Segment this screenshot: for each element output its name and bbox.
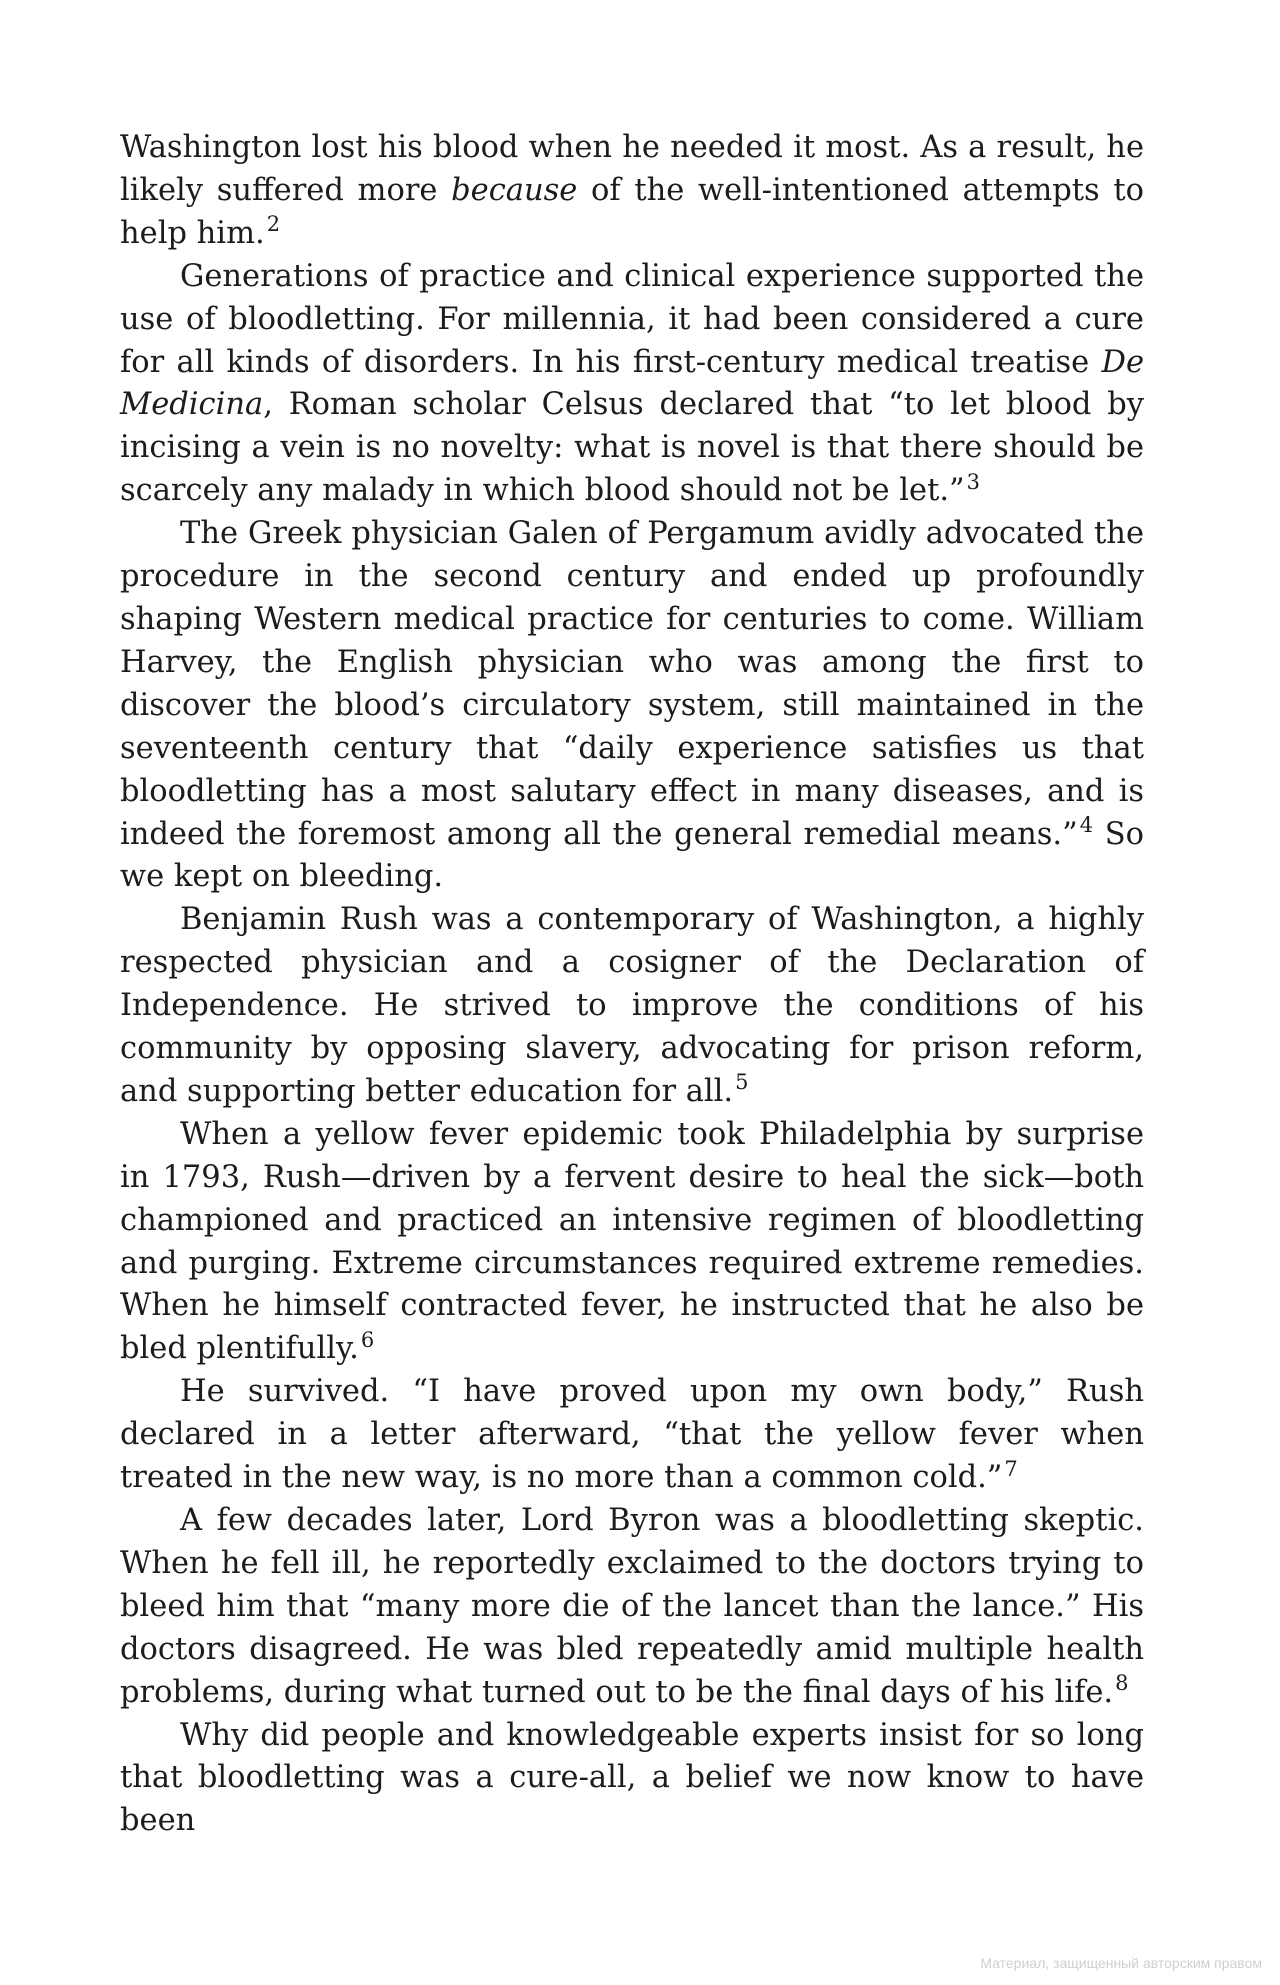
book-page-body bbox=[120, 127, 1144, 1843]
run: , Roman scholar Celsus declared that “to let blood by incising a vein is no novelty: what is novel is that there should be scarcely any malady in which blood should not be let.” bbox=[120, 387, 1144, 509]
run: of the well-intentioned attempts to help him. bbox=[120, 172, 1144, 251]
run: When a yellow fever epidemic took Philadelphia by surprise in 1793, Rush—driven by a fervent desire to heal the sick—both championed and practiced an intensive regimen of bloodletting and purging. Extreme circumstances required extreme remedies. When he himself contracted fever, he instructed that he also be bled plentifully. bbox=[120, 1116, 1144, 1367]
run: He survived. “I have proved upon my own body,” Rush declared in a letter afterward, “that the yellow fever when treated in the new way, is no more than a common cold.” bbox=[120, 1374, 1144, 1496]
footnote-ref-4: 4 bbox=[1079, 812, 1094, 837]
copyright-watermark: Материал, защищенный авторским правом bbox=[980, 1955, 1262, 1971]
footnote-ref-7: 7 bbox=[1004, 1456, 1018, 1481]
paragraph-6 bbox=[120, 1371, 1144, 1500]
paragraph-7 bbox=[120, 1500, 1144, 1715]
footnote-ref-2: 2 bbox=[266, 212, 281, 237]
run: Washington lost his blood when he needed it most. As a result, he likely suffered more bbox=[120, 130, 1144, 208]
footnote-ref-5: 5 bbox=[735, 1070, 749, 1095]
run: Benjamin Rush was a contemporary of Washington, a highly respected physician and a cosigner of the Declaration of Independence. He strived to improve the conditions of his community by opposing slavery, advocating for prison reform, and supporting better education for all. bbox=[120, 902, 1144, 1109]
emphasis-de-medicina: De Medicina bbox=[120, 344, 1144, 423]
run: Generations of practice and clinical experience supported the use of bloodletting. For millennia, it had been considered a cure for all kinds of disorders. In his first-century medical treatise bbox=[120, 258, 1144, 380]
footnote-ref-6: 6 bbox=[360, 1327, 375, 1352]
paragraph-3 bbox=[120, 513, 1144, 899]
run: Why did people and knowledgeable experts insist for so long that bloodletting was a cure-all, a belief we now know to have been bbox=[120, 1717, 1144, 1839]
run: So we kept on bleeding. bbox=[120, 816, 1144, 895]
paragraph-1 bbox=[120, 127, 1144, 256]
paragraph-4 bbox=[120, 899, 1144, 1114]
footnote-ref-3: 3 bbox=[966, 469, 981, 494]
emphasis-because: because bbox=[451, 172, 578, 208]
paragraph-2 bbox=[120, 256, 1144, 513]
paragraph-8 bbox=[120, 1715, 1144, 1844]
run: The Greek physician Galen of Pergamum avidly advocated the procedure in the second century and ended up profoundly shaping Western medical practice for centuries to come. William Harvey, the English physician who was among the first to discover the blood’s circulatory system, still maintained in the seventeenth century that “daily experience satisfies us that bloodletting has a most salutary effect in many diseases, and is indeed the foremost among all the general remedial means.” bbox=[120, 516, 1144, 852]
footnote-ref-8: 8 bbox=[1115, 1671, 1129, 1696]
paragraph-5 bbox=[120, 1114, 1144, 1371]
run: A few decades later, Lord Byron was a bloodletting skeptic. When he fell ill, he reportedly exclaimed to the doctors trying to bleed him that “many more die of the lancet than the lance.” His doctors disagreed. He was bled repeatedly amid multiple health problems, during what turned out to be the final days of his life. bbox=[120, 1503, 1144, 1710]
